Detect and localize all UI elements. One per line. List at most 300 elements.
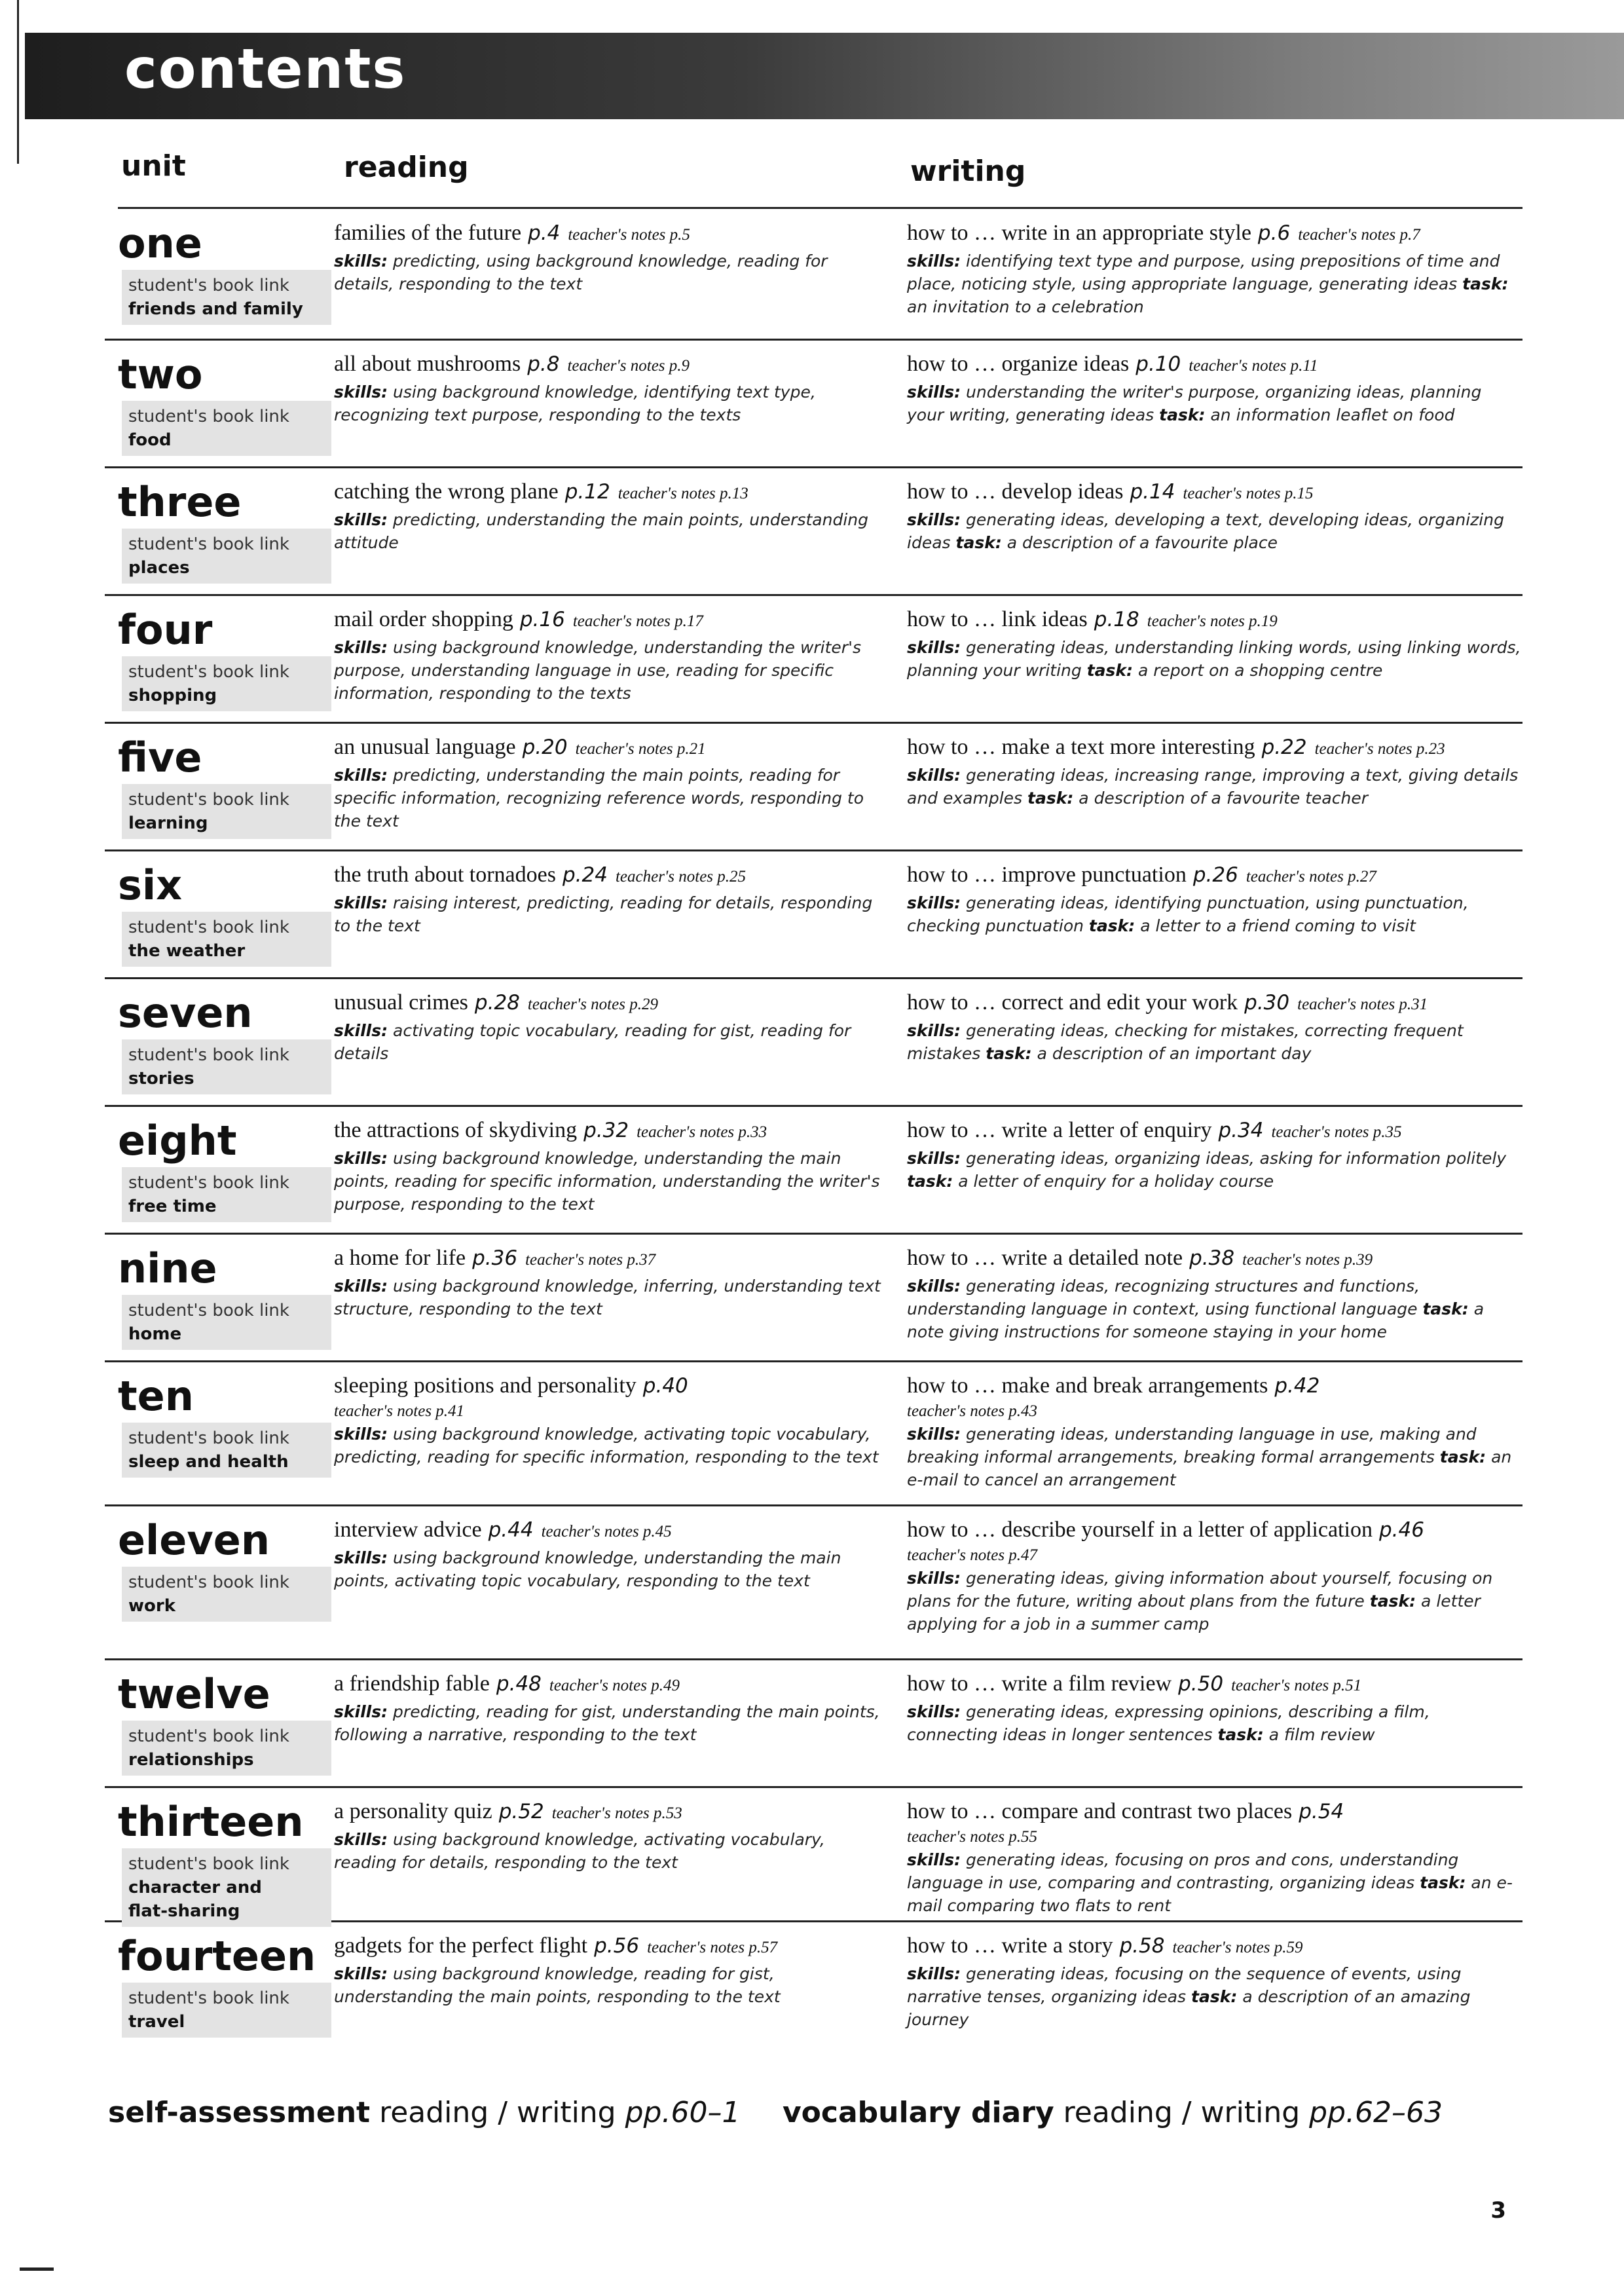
reading-cell — [334, 1371, 887, 1468]
reading-entry[interactable] — [334, 1931, 887, 1962]
writing-task: a description of a favourite teacher — [1079, 789, 1368, 808]
students-book-topic: food — [128, 430, 172, 450]
students-book-topic: work — [128, 1596, 175, 1616]
writing-skills: understanding the writer's purpose, organizing ideas, planning your writing, generating ideas — [907, 382, 1482, 424]
writing-task-label: task: — [1422, 1299, 1469, 1318]
reading-page: p.40 — [642, 1374, 688, 1398]
reading-page: p.16 — [519, 608, 565, 631]
writing-details — [907, 1700, 1522, 1746]
writing-skills-label: skills: — [907, 510, 961, 529]
students-book-link — [122, 270, 331, 325]
writing-entry[interactable] — [907, 1797, 1522, 1826]
reading-cell — [334, 1116, 887, 1216]
writing-cell — [907, 1371, 1522, 1491]
reading-skills-label: skills: — [334, 252, 388, 271]
reading-skills-label: skills: — [334, 1149, 388, 1168]
writing-teachers-notes: teacher's notes p.43 — [907, 1402, 1038, 1420]
writing-skills-label: skills: — [907, 893, 961, 912]
unit-row — [105, 979, 1522, 1107]
reading-title: unusual crimes — [334, 990, 468, 1015]
reading-skills-label: skills: — [334, 1425, 388, 1444]
writing-task-label: task: — [1159, 405, 1206, 424]
unit-name: ten — [118, 1372, 194, 1420]
reading-entry[interactable] — [334, 1670, 887, 1700]
students-book-topic: shopping — [128, 686, 217, 705]
students-book-link-label: student's book link — [128, 1428, 289, 1448]
unit-row — [105, 1660, 1522, 1788]
writing-page: p.34 — [1218, 1119, 1264, 1142]
writing-task: a letter of enquiry for a holiday course — [958, 1172, 1274, 1191]
writing-details — [907, 1275, 1522, 1343]
reading-teachers-notes: teacher's notes p.53 — [551, 1804, 682, 1822]
vocabulary-diary-link[interactable] — [783, 2096, 1443, 2129]
column-header-unit: unit — [121, 149, 186, 183]
students-book-link — [122, 1423, 331, 1478]
reading-teachers-notes: teacher's notes p.17 — [572, 612, 703, 630]
students-book-topic: the weather — [128, 941, 246, 961]
writing-page: p.50 — [1178, 1672, 1224, 1696]
self-assessment-label: self-assessment — [108, 2096, 371, 2129]
writing-entry[interactable] — [907, 219, 1522, 250]
writing-cell — [907, 988, 1522, 1065]
writing-cell — [907, 219, 1522, 318]
reading-entry[interactable] — [334, 988, 887, 1019]
reading-title: an unusual language — [334, 735, 516, 759]
reading-details — [334, 1423, 887, 1468]
writing-task: a note giving instructions for someone staying in your home — [907, 1299, 1485, 1341]
students-book-link — [122, 529, 331, 584]
left-margin-rule — [17, 0, 19, 164]
vocabulary-diary-pages: pp.62–63 — [1309, 2096, 1443, 2129]
reading-page: p.32 — [583, 1119, 629, 1142]
writing-task: an e-mail comparing two flats to rent — [907, 1873, 1513, 1915]
writing-details — [907, 1019, 1522, 1065]
self-assessment-link[interactable] — [108, 2096, 740, 2129]
reading-details — [334, 1700, 887, 1746]
reading-teachers-notes: teacher's notes p.21 — [575, 740, 706, 758]
reading-entry[interactable] — [334, 605, 887, 636]
writing-teachers-notes: teacher's notes p.39 — [1242, 1251, 1373, 1269]
writing-skills: identifying text type and purpose, using prepositions of time and place, noticing style, using appropriate language, generating ideas — [907, 252, 1500, 293]
writing-details — [907, 636, 1522, 682]
writing-cell — [907, 733, 1522, 810]
reading-entry[interactable] — [334, 350, 887, 381]
students-book-link-label: student's book link — [128, 1726, 289, 1746]
writing-entry[interactable] — [907, 1116, 1522, 1147]
reading-skills: using background knowledge, activating topic vocabulary, predicting, reading for specific information, responding to the text — [334, 1425, 879, 1466]
unit-name: one — [118, 219, 202, 267]
writing-teachers-notes: teacher's notes p.7 — [1298, 226, 1420, 244]
reading-teachers-notes: teacher's notes p.49 — [549, 1677, 680, 1694]
reading-skills: using background knowledge, understanding the main points, reading for specific information, understanding the writer's purpose, responding to the text — [334, 1149, 880, 1214]
reading-details — [334, 250, 887, 295]
reading-skills: activating topic vocabulary, reading for gist, reading for details — [334, 1021, 851, 1063]
unit-name: fourteen — [118, 1932, 316, 1980]
writing-task-label: task: — [1462, 274, 1509, 293]
reading-details — [334, 1962, 887, 2008]
reading-details — [334, 508, 887, 554]
writing-teachers-notes: teacher's notes p.23 — [1314, 740, 1445, 758]
reading-skills: using background knowledge, understanding the main points, activating topic vocabulary, responding to the text — [334, 1548, 841, 1590]
page-number: 3 — [1490, 2197, 1506, 2224]
writing-skills: generating ideas, understanding linking words, using linking words, planning your writing — [907, 638, 1521, 680]
writing-entry[interactable] — [907, 1244, 1522, 1275]
header-divider — [118, 207, 1522, 209]
writing-skills-label: skills: — [907, 1569, 961, 1588]
reading-skills: predicting, understanding the main points, understanding attitude — [334, 510, 868, 552]
writing-entry[interactable] — [907, 477, 1522, 508]
students-book-link — [122, 1848, 331, 1927]
reading-details — [334, 891, 887, 937]
reading-teachers-notes: teacher's notes p.37 — [525, 1251, 656, 1269]
writing-entry[interactable] — [907, 1670, 1522, 1700]
writing-task: an invitation to a celebration — [907, 297, 1144, 316]
writing-skills-label: skills: — [907, 1149, 961, 1168]
students-book-link-label: student's book link — [128, 1045, 289, 1065]
writing-teachers-notes: teacher's notes p.35 — [1271, 1123, 1402, 1141]
reading-entry[interactable] — [334, 861, 887, 891]
writing-cell — [907, 477, 1522, 554]
writing-task-label: task: — [1420, 1873, 1466, 1892]
writing-page: p.14 — [1130, 480, 1175, 504]
reading-details — [334, 1546, 887, 1592]
reading-page: p.48 — [496, 1672, 542, 1696]
writing-task-label: task: — [1088, 916, 1135, 935]
reading-skills-label: skills: — [334, 1021, 388, 1040]
writing-details — [907, 1848, 1522, 1917]
students-book-topic: friends and family — [128, 299, 303, 319]
reading-cell — [334, 1244, 887, 1320]
writing-entry[interactable] — [907, 605, 1522, 636]
reading-title: interview advice — [334, 1518, 482, 1542]
writing-skills: generating ideas, organizing ideas, asking for information politely — [966, 1149, 1507, 1168]
unit-name: six — [118, 861, 183, 909]
unit-name: seven — [118, 989, 253, 1037]
writing-teachers-notes: teacher's notes p.31 — [1297, 996, 1428, 1013]
reading-entry[interactable] — [334, 1797, 887, 1828]
reading-teachers-notes: teacher's notes p.45 — [541, 1523, 672, 1540]
reading-page: p.24 — [562, 863, 608, 887]
writing-entry[interactable] — [907, 1931, 1522, 1962]
unit-name: eleven — [118, 1516, 270, 1564]
reading-cell — [334, 733, 887, 832]
writing-page: p.46 — [1378, 1518, 1424, 1542]
column-header-reading: reading — [344, 151, 469, 184]
students-book-link — [122, 656, 331, 711]
unit-name: twelve — [118, 1670, 270, 1718]
unit-row — [105, 341, 1522, 468]
unit-row — [105, 1506, 1522, 1660]
unit-row — [105, 1235, 1522, 1362]
writing-cell — [907, 1670, 1522, 1746]
reading-page: p.36 — [472, 1246, 518, 1270]
writing-task-label: task: — [1439, 1447, 1486, 1466]
reading-teachers-notes: teacher's notes p.33 — [637, 1123, 767, 1141]
writing-title: how to … develop ideas — [907, 479, 1124, 504]
writing-title: how to … write a detailed note — [907, 1246, 1183, 1270]
reading-skills: using background knowledge, identifying text type, recognizing text purpose, responding to the texts — [334, 382, 816, 424]
students-book-topic: free time — [128, 1197, 217, 1216]
writing-cell — [907, 1797, 1522, 1917]
reading-skills-label: skills: — [334, 1548, 388, 1567]
writing-task: an e-mail to cancel an arrangement — [907, 1447, 1512, 1489]
writing-skills-label: skills: — [907, 638, 961, 657]
students-book-link-label: student's book link — [128, 662, 289, 682]
writing-teachers-notes: teacher's notes p.47 — [907, 1546, 1038, 1564]
writing-details — [907, 1567, 1522, 1635]
unit-name: thirteen — [118, 1798, 304, 1846]
writing-page: p.18 — [1094, 608, 1139, 631]
writing-entry[interactable] — [907, 1516, 1522, 1544]
reading-page: p.12 — [564, 480, 610, 504]
reading-page: p.4 — [528, 221, 561, 245]
writing-skills-label: skills: — [907, 382, 961, 401]
reading-title: gadgets for the perfect flight — [334, 1933, 588, 1958]
reading-details — [334, 381, 887, 426]
reading-skills: using background knowledge, understanding the writer's purpose, understanding language in use, reading for specific information, responding to the texts — [334, 638, 861, 703]
writing-title: how to … link ideas — [907, 607, 1088, 631]
students-book-link-label: student's book link — [128, 1988, 289, 2008]
reading-teachers-notes: teacher's notes p.25 — [615, 868, 747, 886]
reading-entry[interactable] — [334, 477, 887, 508]
writing-page: p.42 — [1274, 1374, 1320, 1398]
writing-entry[interactable] — [907, 861, 1522, 891]
reading-teachers-notes: teacher's notes p.29 — [527, 996, 658, 1013]
writing-task-label: task: — [1027, 789, 1074, 808]
writing-task: a letter applying for a job in a summer camp — [907, 1592, 1481, 1633]
writing-teachers-notes: teacher's notes p.15 — [1183, 485, 1314, 502]
unit-name: four — [118, 606, 213, 654]
writing-details — [907, 1962, 1522, 2031]
reading-cell — [334, 861, 887, 937]
writing-title: how to … write in an appropriate style — [907, 221, 1251, 245]
reading-skills-label: skills: — [334, 1277, 388, 1296]
students-book-link — [122, 784, 331, 839]
writing-skills: generating ideas, increasing range, improving a text, giving details and examples — [907, 766, 1519, 808]
writing-task: a letter to a friend coming to visit — [1140, 916, 1416, 935]
writing-skills: generating ideas, checking for mistakes, correcting frequent mistakes — [907, 1021, 1464, 1063]
reading-entry[interactable] — [334, 733, 887, 764]
reading-page: p.52 — [498, 1800, 544, 1823]
reading-title: mail order shopping — [334, 607, 513, 631]
writing-cell — [907, 605, 1522, 682]
writing-task-label: task: — [955, 533, 1002, 552]
writing-teachers-notes: teacher's notes p.27 — [1246, 868, 1376, 886]
reading-skills-label: skills: — [334, 638, 388, 657]
writing-title: how to … make a text more interesting — [907, 735, 1255, 759]
reading-page: p.28 — [474, 991, 520, 1015]
reading-title: catching the wrong plane — [334, 479, 559, 504]
writing-cell — [907, 1116, 1522, 1193]
unit-name: nine — [118, 1244, 217, 1292]
writing-skills-label: skills: — [907, 1850, 961, 1869]
column-header-writing: writing — [910, 155, 1026, 188]
students-book-topic: travel — [128, 2012, 185, 2032]
reading-entry[interactable] — [334, 1244, 887, 1275]
reading-entry[interactable] — [334, 1371, 887, 1400]
reading-page: p.56 — [594, 1934, 640, 1958]
writing-page: p.30 — [1244, 991, 1290, 1015]
writing-task-label: task: — [1369, 1592, 1416, 1611]
writing-cell — [907, 1516, 1522, 1635]
writing-teachers-notes: teacher's notes p.55 — [907, 1828, 1038, 1846]
writing-skills: generating ideas, understanding language in use, making and breaking informal arrangements, breaking formal arrangements — [907, 1425, 1477, 1466]
reading-title: sleeping positions and personality — [334, 1373, 637, 1398]
writing-task-label: task: — [907, 1172, 953, 1191]
writing-cell — [907, 1931, 1522, 2031]
reading-cell — [334, 219, 887, 295]
writing-details — [907, 891, 1522, 937]
writing-entry[interactable] — [907, 350, 1522, 381]
students-book-link — [122, 912, 331, 967]
writing-page: p.58 — [1119, 1934, 1165, 1958]
writing-cell — [907, 1244, 1522, 1343]
writing-skills: generating ideas, focusing on pros and cons, understanding language in use, comparing and contrasting, organizing ideas — [907, 1850, 1459, 1892]
unit-name: eight — [118, 1117, 237, 1165]
writing-teachers-notes: teacher's notes p.19 — [1147, 612, 1278, 630]
reading-title: families of the future — [334, 221, 522, 245]
writing-title: how to … describe yourself in a letter of application — [907, 1518, 1373, 1542]
reading-teachers-notes: teacher's notes p.57 — [647, 1939, 778, 1956]
writing-details — [907, 1147, 1522, 1193]
writing-entry[interactable] — [907, 733, 1522, 764]
page-title: contents — [124, 37, 407, 101]
students-book-topic: learning — [128, 813, 208, 833]
reading-entry[interactable] — [334, 1116, 887, 1147]
students-book-topic: stories — [128, 1069, 194, 1089]
reading-skills: using background knowledge, activating vocabulary, reading for details, responding to the text — [334, 1830, 825, 1872]
students-book-link-label: student's book link — [128, 1301, 289, 1320]
reading-details — [334, 636, 887, 705]
writing-cell — [907, 350, 1522, 426]
reading-title: the attractions of skydiving — [334, 1118, 578, 1142]
reading-skills: predicting, reading for gist, understanding the main points, following a narrative, responding to the text — [334, 1702, 880, 1744]
writing-title: how to … write a story — [907, 1933, 1113, 1958]
writing-page: p.6 — [1257, 221, 1291, 245]
writing-details — [907, 1423, 1522, 1491]
writing-skills-label: skills: — [907, 1964, 961, 1983]
writing-entry[interactable] — [907, 1371, 1522, 1400]
writing-task-label: task: — [986, 1044, 1032, 1063]
reading-skills-label: skills: — [334, 1964, 388, 1983]
writing-page: p.38 — [1189, 1246, 1235, 1270]
students-book-link-label: student's book link — [128, 1173, 289, 1193]
students-book-link — [122, 1295, 331, 1350]
reading-details — [334, 1147, 887, 1216]
writing-title: how to … write a letter of enquiry — [907, 1118, 1212, 1142]
writing-task: a description of an important day — [1037, 1044, 1312, 1063]
reading-cell — [334, 1516, 887, 1592]
writing-task-label: task: — [1217, 1725, 1264, 1744]
students-book-link-label: student's book link — [128, 1573, 289, 1592]
reading-details — [334, 764, 887, 832]
unit-row — [105, 851, 1522, 979]
writing-title: how to … make and break arrangements — [907, 1373, 1268, 1398]
writing-task: a description of a favourite place — [1006, 533, 1278, 552]
writing-title: how to … correct and edit your work — [907, 990, 1238, 1015]
writing-task: a report on a shopping centre — [1137, 661, 1383, 680]
writing-skills: generating ideas, developing a text, developing ideas, organizing ideas — [907, 510, 1504, 552]
writing-skills-label: skills: — [907, 1021, 961, 1040]
reading-entry[interactable] — [334, 1516, 887, 1546]
writing-entry[interactable] — [907, 988, 1522, 1019]
reading-page: p.44 — [488, 1518, 534, 1542]
writing-page: p.54 — [1299, 1800, 1344, 1823]
reading-skills: predicting, using background knowledge, reading for details, responding to the text — [334, 252, 828, 293]
students-book-link — [122, 1567, 331, 1622]
writing-title: how to … organize ideas — [907, 352, 1130, 376]
writing-teachers-notes: teacher's notes p.51 — [1231, 1677, 1362, 1694]
writing-details — [907, 508, 1522, 554]
reading-teachers-notes: teacher's notes p.13 — [618, 485, 748, 502]
students-book-link — [122, 401, 331, 456]
students-book-link-label: student's book link — [128, 918, 289, 937]
reading-entry[interactable] — [334, 219, 887, 250]
students-book-topic: places — [128, 558, 190, 578]
writing-title: how to … compare and contrast two places — [907, 1799, 1293, 1823]
reading-skills-label: skills: — [334, 510, 388, 529]
reading-page: p.20 — [522, 736, 568, 759]
writing-teachers-notes: teacher's notes p.11 — [1189, 357, 1318, 375]
students-book-link — [122, 1983, 331, 2038]
writing-skills: generating ideas, giving information about yourself, focusing on plans for the future, writing about plans from the future — [907, 1569, 1493, 1611]
writing-task: a description of an amazing journey — [907, 1987, 1471, 2029]
reading-teachers-notes: teacher's notes p.9 — [567, 357, 690, 375]
writing-page: p.22 — [1261, 736, 1307, 759]
writing-details — [907, 764, 1522, 810]
reading-cell — [334, 1931, 887, 2008]
unit-row — [105, 1362, 1522, 1506]
self-assessment-skills: reading / writing — [379, 2096, 616, 2129]
unit-row — [105, 1788, 1522, 1922]
students-book-link-label: student's book link — [128, 790, 289, 810]
unit-name: three — [118, 478, 242, 526]
students-book-topic: sleep and health — [128, 1452, 289, 1472]
writing-skills: generating ideas, identifying punctuation, using punctuation, checking punctuation — [907, 893, 1469, 935]
unit-row — [105, 596, 1522, 724]
students-book-link — [122, 1039, 331, 1094]
unit-row — [105, 468, 1522, 596]
reading-skills-label: skills: — [334, 893, 388, 912]
unit-name: two — [118, 350, 203, 398]
unit-row — [105, 210, 1522, 341]
reading-title: a personality quiz — [334, 1799, 492, 1823]
students-book-link-label: student's book link — [128, 534, 289, 554]
vocabulary-diary-label: vocabulary diary — [783, 2096, 1054, 2129]
unit-row — [105, 724, 1522, 851]
reading-page: p.8 — [527, 352, 560, 376]
reading-details — [334, 1828, 887, 1874]
students-book-topic: home — [128, 1324, 182, 1344]
reading-title: all about mushrooms — [334, 352, 521, 376]
reading-skills-label: skills: — [334, 382, 388, 401]
bottom-margin-mark — [20, 2267, 54, 2271]
unit-name: five — [118, 734, 202, 781]
writing-teachers-notes: teacher's notes p.59 — [1172, 1939, 1303, 1956]
unit-row — [105, 1922, 1522, 2068]
writing-skills-label: skills: — [907, 1277, 961, 1296]
writing-cell — [907, 861, 1522, 937]
writing-task-label: task: — [1086, 661, 1134, 680]
reading-title: the truth about tornadoes — [334, 863, 556, 887]
reading-title: a friendship fable — [334, 1671, 490, 1696]
reading-cell — [334, 350, 887, 426]
students-book-link — [122, 1167, 331, 1222]
writing-title: how to … improve punctuation — [907, 863, 1187, 887]
writing-title: how to … write a film review — [907, 1671, 1172, 1696]
reading-skills-label: skills: — [334, 1830, 388, 1849]
reading-skills: using background knowledge, reading for gist, understanding the main points, responding to the text — [334, 1964, 781, 2006]
